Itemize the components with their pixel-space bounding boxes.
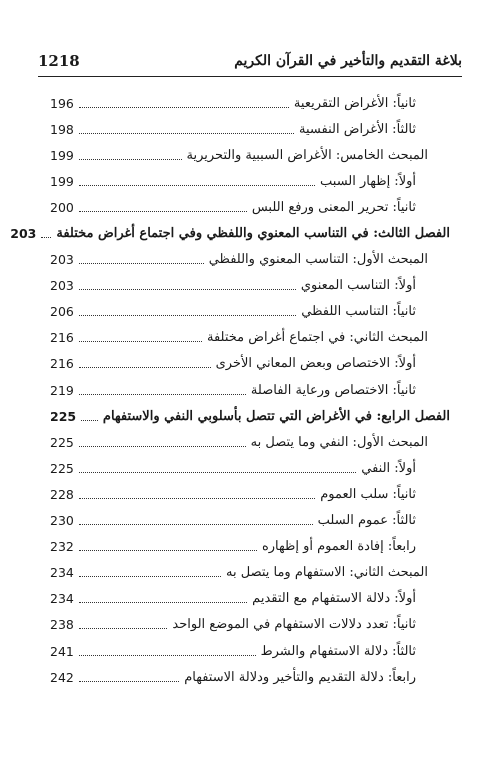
toc-section-row xyxy=(50,429,450,455)
toc-chapter-row xyxy=(50,403,450,429)
toc-section-row xyxy=(50,247,450,273)
toc-subsection-row xyxy=(50,481,450,507)
dot-leader xyxy=(79,341,202,342)
dot-leader xyxy=(79,159,182,160)
toc-page-number: 199 xyxy=(50,173,74,189)
dot-leader xyxy=(41,237,51,238)
dot-leader xyxy=(79,576,221,577)
book-title: بلاغة التقديم والتأخير في القرآن الكريم xyxy=(234,53,462,69)
toc-entry-title: ثانياً: تحرير المعنى ورفع اللبس xyxy=(251,199,416,215)
toc-page-number: 234 xyxy=(50,565,74,581)
header-rule xyxy=(38,76,462,77)
toc-entry-title: المبحث الأول: النفي وما يتصل به xyxy=(250,434,428,450)
toc-entry-title: أولاً: التناسب المعنوي xyxy=(300,278,416,294)
dot-leader xyxy=(79,655,256,656)
toc-section-row xyxy=(50,325,450,351)
page-number: 1218 xyxy=(38,52,80,70)
dot-leader xyxy=(79,185,315,186)
toc-subsection-row xyxy=(50,168,450,194)
dot-leader xyxy=(81,420,98,421)
dot-leader xyxy=(79,681,179,682)
toc-subsection-row xyxy=(50,586,450,612)
toc-entry-title: الفصل الثالث: في التناسب المعنوي واللفظي وفي اجتماع أغراض مختلفة xyxy=(56,226,450,242)
toc-page-number: 225 xyxy=(50,460,74,476)
dot-leader xyxy=(79,263,204,264)
toc-page-number: 196 xyxy=(50,95,74,111)
toc-page-number: 216 xyxy=(50,330,74,346)
toc-entry-title: ثانياً: الأغراض التقريعية xyxy=(293,95,416,111)
toc-entry-title: رابعاً: دلالة التقديم والتأخير ودلالة الاستفهام xyxy=(184,669,416,685)
toc-entry-title: ثالثاً: دلالة الاستفهام والشرط xyxy=(260,643,416,659)
toc-page-number: 219 xyxy=(50,382,74,398)
toc-page-number: 228 xyxy=(50,486,74,502)
toc-page-number: 200 xyxy=(50,199,74,215)
dot-leader xyxy=(79,367,211,368)
toc-entry-title: المبحث الثاني: في اجتماع أغراض مختلفة xyxy=(206,330,428,346)
toc-entry-title: أولاً: الاختصاص وبعض المعاني الأخرى xyxy=(215,356,416,372)
toc-page-number: 203 xyxy=(50,252,74,268)
toc-entry-title: المبحث الأول: التناسب المعنوي واللفظي xyxy=(208,252,428,268)
toc-subsection-row xyxy=(50,90,450,116)
toc-page-number: 225 xyxy=(50,434,74,450)
toc-entry-title: ثالثاً: الأغراض النفسية xyxy=(299,121,416,137)
toc-page-number: 242 xyxy=(50,669,74,685)
toc-page-number: 232 xyxy=(50,539,74,555)
toc-subsection-row xyxy=(50,455,450,481)
dot-leader xyxy=(79,133,294,134)
toc-page-number: 234 xyxy=(50,591,74,607)
toc-section-row xyxy=(50,142,450,168)
dot-leader xyxy=(79,498,315,499)
toc-entry-title: الفصل الرابع: في الأغراض التي تتصل بأسلوبي النفي والاستفهام xyxy=(102,408,450,424)
toc-entry-title: المبحث الخامس: الأغراض السببية والتحريرية xyxy=(186,147,428,163)
toc-entry-title: المبحث الثاني: الاستفهام وما يتصل به xyxy=(226,565,428,581)
toc-page-number: 216 xyxy=(50,356,74,372)
toc-entry-title: ثانياً: سلب العموم xyxy=(320,486,416,502)
dot-leader xyxy=(79,602,247,603)
dot-leader xyxy=(79,211,247,212)
toc-entry-title: أولاً: النفي xyxy=(361,460,416,476)
toc-entry-title: ثالثاً: عموم السلب xyxy=(317,513,416,529)
toc-subsection-row xyxy=(50,116,450,142)
dot-leader xyxy=(79,289,296,290)
toc-subsection-row xyxy=(50,638,450,664)
dot-leader xyxy=(79,315,296,316)
toc-entry-title: ثانياً: الاختصاص ورعاية الفاصلة xyxy=(250,382,416,398)
toc-page-number: 206 xyxy=(50,304,74,320)
dot-leader xyxy=(79,394,246,395)
toc-subsection-row xyxy=(50,534,450,560)
toc-section-row xyxy=(50,560,450,586)
toc-subsection-row xyxy=(50,351,450,377)
toc-subsection-row xyxy=(50,299,450,325)
dot-leader xyxy=(79,472,356,473)
toc-entry-title: ثانياً: تعدد دلالات الاستفهام في الموضع الواحد xyxy=(172,617,416,633)
dot-leader xyxy=(79,107,289,108)
table-of-contents xyxy=(10,90,450,690)
toc-subsection-row xyxy=(50,194,450,220)
toc-page-number: 203 xyxy=(50,278,74,294)
toc-page-number: 238 xyxy=(50,617,74,633)
toc-entry-title: أولاً: إظهار السبب xyxy=(320,173,416,189)
dot-leader xyxy=(79,628,168,629)
toc-chapter-row xyxy=(10,220,450,246)
toc-subsection-row xyxy=(50,273,450,299)
toc-entry-title: أولاً: دلالة الاستفهام مع التقديم xyxy=(252,591,416,607)
toc-subsection-row xyxy=(50,612,450,638)
dot-leader xyxy=(79,550,257,551)
toc-page-number: 241 xyxy=(50,643,74,659)
page-header xyxy=(38,50,462,72)
toc-page-number: 230 xyxy=(50,513,74,529)
toc-page-number: 225 xyxy=(50,408,77,424)
toc-subsection-row xyxy=(50,508,450,534)
toc-page-number: 203 xyxy=(10,226,37,242)
toc-page-number: 198 xyxy=(50,121,74,137)
toc-entry-title: ثانياً: التناسب اللفظي xyxy=(301,304,416,320)
toc-entry-title: رابعاً: إفادة العموم أو إظهاره xyxy=(261,539,416,555)
toc-subsection-row xyxy=(50,377,450,403)
toc-page-number: 199 xyxy=(50,147,74,163)
dot-leader xyxy=(79,524,313,525)
toc-subsection-row xyxy=(50,664,450,690)
dot-leader xyxy=(79,446,246,447)
